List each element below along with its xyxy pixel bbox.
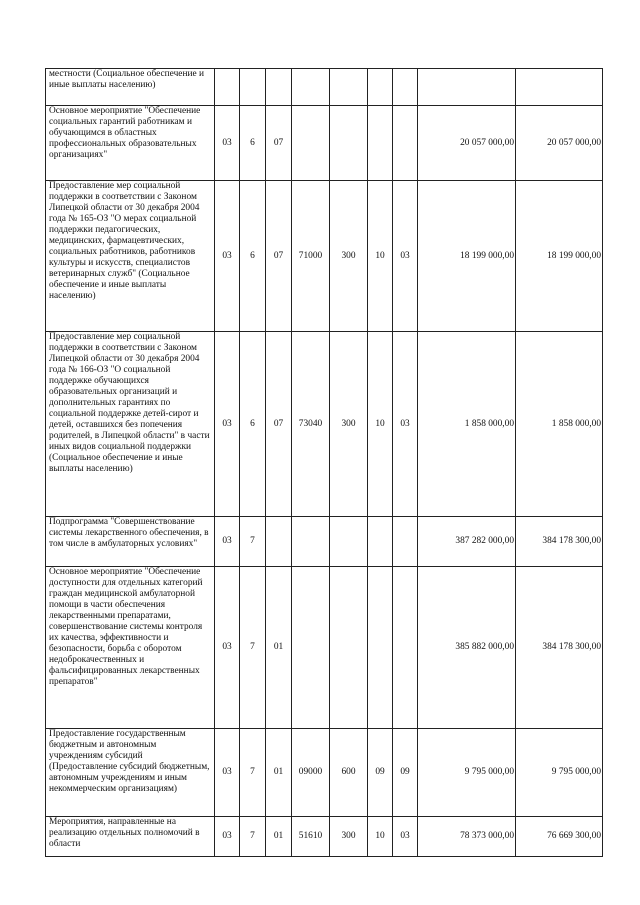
code-cell xyxy=(368,69,393,106)
code-cell: 03 xyxy=(215,729,240,817)
code-cell: 300 xyxy=(330,817,368,857)
code-cell: 03 xyxy=(215,332,240,517)
code-cell: 03 xyxy=(393,181,418,332)
code-cell: 07 xyxy=(266,106,292,181)
code-cell: 7 xyxy=(240,567,266,729)
code-cell: 01 xyxy=(266,729,292,817)
row-name: Основное мероприятие "Обеспечение доступности для отдельных категорий граждан медицинской амбулаторной помощи в части обеспечения лекарственными препаратами, совершенствование системы контроля их качества, эффективности и безопасности, борьба с оборотом недоброкачественных и фальсифицированных лекарственных препаратов" xyxy=(46,567,215,729)
code-cell: 03 xyxy=(215,817,240,857)
code-cell: 6 xyxy=(240,332,266,517)
code-cell xyxy=(393,69,418,106)
amount-cell: 18 199 000,00 xyxy=(516,181,603,332)
table-row xyxy=(46,567,603,729)
code-cell xyxy=(330,517,368,567)
code-cell: 01 xyxy=(266,567,292,729)
code-cell xyxy=(215,69,240,106)
code-cell: 73040 xyxy=(292,332,330,517)
code-cell xyxy=(330,106,368,181)
code-cell xyxy=(330,567,368,729)
code-cell: 09 xyxy=(368,729,393,817)
code-cell xyxy=(368,517,393,567)
code-cell: 01 xyxy=(266,817,292,857)
code-cell: 71000 xyxy=(292,181,330,332)
table-row xyxy=(46,181,603,332)
code-cell: 7 xyxy=(240,729,266,817)
code-cell: 03 xyxy=(215,181,240,332)
code-cell: 07 xyxy=(266,332,292,517)
row-name: Предоставление мер социальной поддержки в соответствии с Законом Липецкой области от 30 декабря 2004 года № 165-ОЗ "О мерах социальной поддержки педагогических, медицинских, фармацевтических, социальных работников, работников культуры и искусств, специалистов ветеринарных служб" (Социальное обеспечение и иные выплаты населению) xyxy=(46,181,215,332)
code-cell: 10 xyxy=(368,181,393,332)
table-row xyxy=(46,332,603,517)
row-name: Подпрограмма "Совершенствование системы лекарственного обеспечения, в том числе в амбулаторных условиях" xyxy=(46,517,215,567)
code-cell xyxy=(292,567,330,729)
amount-cell: 385 882 000,00 xyxy=(418,567,516,729)
code-cell xyxy=(266,517,292,567)
code-cell xyxy=(393,106,418,181)
code-cell xyxy=(368,567,393,729)
code-cell: 51610 xyxy=(292,817,330,857)
row-name: Предоставление мер социальной поддержки в соответствии с Законом Липецкой области от 30 декабря 2004 года № 166-ОЗ "О социальной поддержке обучающихся образовательных организаций и дополнительных гарантиях по социальной поддержке детей-сирот и детей, оставшихся без попечения родителей, в Липецкой области" в части иных видов социальной поддержки (Социальное обеспечение и иные выплаты населению) xyxy=(46,332,215,517)
amount-cell: 20 057 000,00 xyxy=(516,106,603,181)
code-cell xyxy=(393,567,418,729)
code-cell: 600 xyxy=(330,729,368,817)
row-name: Мероприятия, направленные на реализацию отдельных полномочий в области xyxy=(46,817,215,857)
code-cell: 09000 xyxy=(292,729,330,817)
row-name: Основное мероприятие "Обеспечение социальных гарантий работникам и обучающимся в областных профессиональных образовательных организациях" xyxy=(46,106,215,181)
table-row xyxy=(46,729,603,817)
code-cell xyxy=(292,517,330,567)
amount-cell: 1 858 000,00 xyxy=(516,332,603,517)
amount-cell xyxy=(516,69,603,106)
amount-cell xyxy=(418,69,516,106)
row-name: местности (Социальное обеспечение и иные выплаты населению) xyxy=(46,69,215,106)
code-cell: 09 xyxy=(393,729,418,817)
code-cell: 6 xyxy=(240,106,266,181)
code-cell xyxy=(292,69,330,106)
amount-cell: 1 858 000,00 xyxy=(418,332,516,517)
table-row xyxy=(46,517,603,567)
table-row xyxy=(46,69,603,106)
amount-cell: 76 669 300,00 xyxy=(516,817,603,857)
code-cell: 03 xyxy=(215,567,240,729)
amount-cell: 18 199 000,00 xyxy=(418,181,516,332)
budget-table xyxy=(45,68,603,857)
code-cell: 03 xyxy=(215,106,240,181)
code-cell: 10 xyxy=(368,817,393,857)
amount-cell: 9 795 000,00 xyxy=(418,729,516,817)
amount-cell: 384 178 300,00 xyxy=(516,517,603,567)
table-row xyxy=(46,106,603,181)
code-cell xyxy=(292,106,330,181)
code-cell xyxy=(240,69,266,106)
amount-cell: 9 795 000,00 xyxy=(516,729,603,817)
code-cell: 7 xyxy=(240,517,266,567)
code-cell: 03 xyxy=(393,817,418,857)
code-cell xyxy=(368,106,393,181)
code-cell: 03 xyxy=(393,332,418,517)
amount-cell: 20 057 000,00 xyxy=(418,106,516,181)
code-cell: 300 xyxy=(330,332,368,517)
amount-cell: 384 178 300,00 xyxy=(516,567,603,729)
code-cell xyxy=(393,517,418,567)
code-cell: 300 xyxy=(330,181,368,332)
code-cell: 6 xyxy=(240,181,266,332)
code-cell: 7 xyxy=(240,817,266,857)
row-name: Предоставление государственным бюджетным и автономным учреждениям субсидий (Предоставление субсидий бюджетным, автономным учреждениям и иным некоммерческим организациям) xyxy=(46,729,215,817)
amount-cell: 387 282 000,00 xyxy=(418,517,516,567)
code-cell xyxy=(330,69,368,106)
code-cell: 07 xyxy=(266,181,292,332)
amount-cell: 78 373 000,00 xyxy=(418,817,516,857)
table-row xyxy=(46,817,603,857)
code-cell: 03 xyxy=(215,517,240,567)
code-cell: 10 xyxy=(368,332,393,517)
code-cell xyxy=(266,69,292,106)
